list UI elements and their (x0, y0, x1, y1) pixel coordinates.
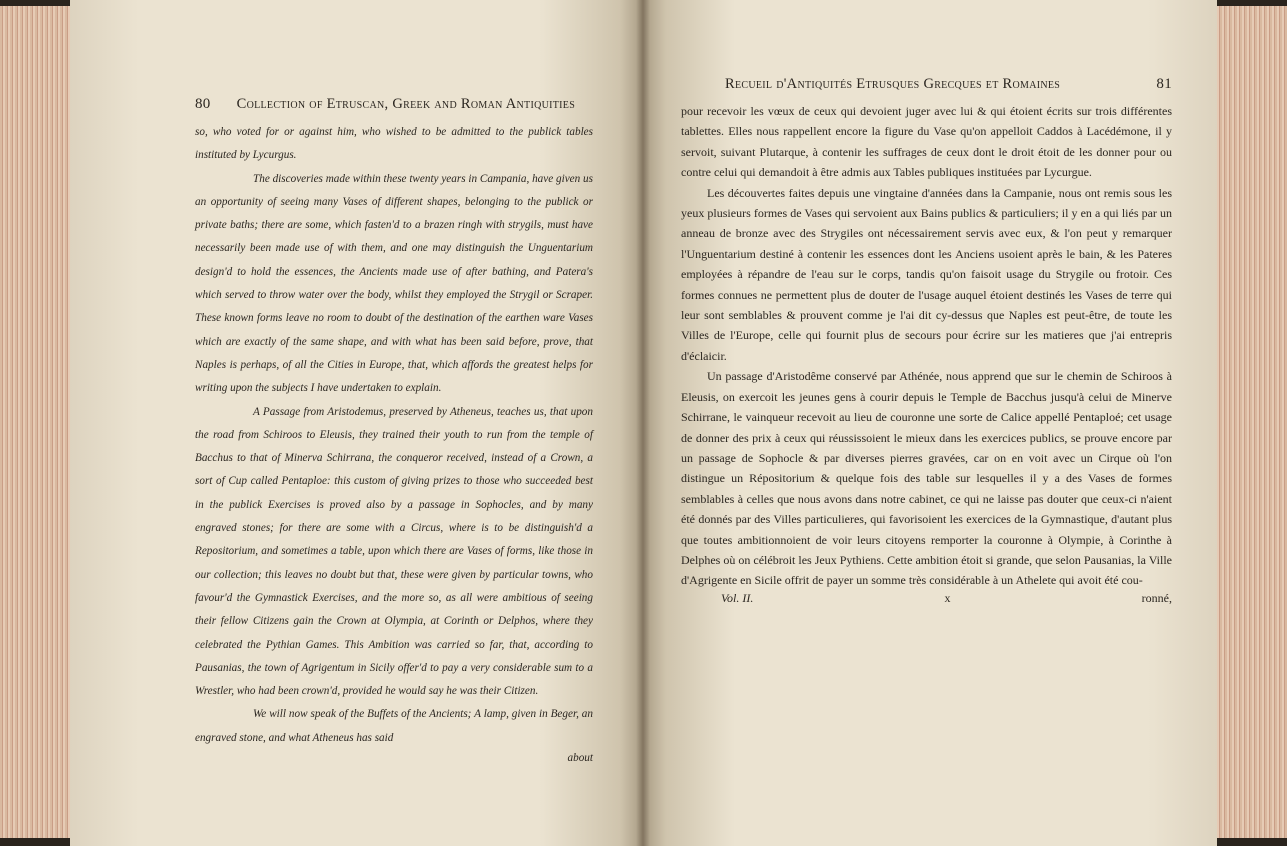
right-page-footer (681, 591, 1172, 606)
right-paragraph: pour recevoir les vœux de ceux qui devoient juger avec lui & qui étoient écrits sur trois différentes tablettes. Elles nous rappellent encore la figure du Vase qu'on appelloit Caddos à Lacédémone, il y servoit, suivant Plutarque, à contenir les suffrages de ceux dont le droit étoit de les donner pour ou contre celui qui demandoit à être admis aux Tables publiques instituées par Lycurgue. (681, 104, 1172, 180)
left-page (70, 0, 643, 846)
right-paragraph: Un passage d'Aristodême conservé par Athénée, nous apprend que sur le chemin de Schiroos à Eleusis, on exercoit les jeunes gens à courir depuis le Temple de Bacchus jusqu'à celui de Minerve Schirrane, le vainqueur recevoit au lieu de couronne une sorte de Calice appellé Pentaploé; cet usage de donner des prix à ceux qui réussissoient le mieux dans les exercices publics, se prouve encore par un passage de Sophocle & par diverses pierres gravées, car on en voit avec un Cirque où l'on distingue un Répositorium & quelque fois des table sur lesquelles il y a des Vases de formes semblables à celles que nous avons dans notre cabinet, ce qui ne laisse pas douter que ceux-ci n'aient été donnés par des Villes particulieres, qui favorisoient les exercices de la Gymnastique, d'autant plus que toutes ambitionnoient de voir leurs citoyens remporter la couronne à Olympie, à Corinthe à Delphes où on célébroit les Jeux Pythiens. Cette ambition étoit si grande, que selon Pausanias, la Ville d'Agrigente en Sicile offrit de payer un somme très considérable à un Athelete qui avoit été cou- (681, 369, 1172, 588)
right-page-number: 81 (1156, 76, 1172, 92)
left-page-number: 80 (195, 96, 211, 112)
left-page-edges (0, 6, 71, 838)
book-gutter (636, 0, 650, 846)
footer-signature: x (944, 590, 951, 605)
right-catchword: ronné, (1141, 590, 1172, 605)
left-running-title: Collection of Etruscan, Greek and Roman Antiquities (236, 96, 576, 112)
left-catchword: about (567, 752, 593, 765)
right-page-edges (1216, 6, 1287, 838)
left-paragraph: A Passage from Aristodemus, preserved by Atheneus, teaches us, that upon the road from Schiroos to Eleusis, they trained their youth to run from the temple of Bacchus to that of Minerva Schirrana, the conqueror received, instead of a Crown, a sort of Cup called Pentaploe: this custom of giving prizes to those who succeeded best in the publick Exercises is proved also by a passage in Sophocles, and by many engraved stones; for there are some with a Circus, where is to be distinguish'd a Repositorium, and sometimes a table, upon which there are Vases of forms, like those in our collection; this leaves no doubt but that, these were given by particular towns, who favour'd the Gymnastick Exercises, and the more so, as all were ambitious of seeing their fellow Citizens gain the Crown at Olympia, at Corinth or Delphos, where they celebrated the Pythian Games. This Ambition was carried so far, that, according to Pausanias, the town of Agrigentum in Sicily offer'd to pay a very considerable sum to a Wrestler, who had been crown'd, provided he would say he was their Citizen. (195, 405, 593, 698)
right-page (643, 0, 1217, 846)
left-paragraph: so, who voted for or against him, who wished to be admitted to the publick tables instituted by Lycurgus. (195, 126, 593, 162)
left-body-text (195, 121, 593, 750)
left-running-head (195, 96, 593, 113)
right-running-title: Recueil d'Antiquités Etrusques Grecques et Romaines (725, 76, 1061, 92)
left-paragraph: We will now speak of the Buffets of the Ancients; A lamp, given in Beger, an engraved stone, and what Atheneus has said (195, 708, 593, 744)
footer-volume: Vol. II. (721, 590, 754, 605)
left-paragraph: The discoveries made within these twenty years in Campania, have given us an opportunity of seeing many Vases of different shapes, belonging to the publick or private baths; there are some, which fasten'd to a brazen ringh with strygils, must have necessarily been made use of with them, and one may distinguish the Unguentarium design'd to hold the essences, the Ancients made use of after bathing, and Patera's which served to throw water over the body, whilst they employed the Strygil or Scraper. These known forms leave no room to doubt of the destination of the earthen ware Vases which are exactly of the same shape, and with what has been said before, prove, that Naples is perhaps, of all the Cities in Europe, that, which affords the greatest helps for writing upon the subjects I have undertaken to explain. (195, 172, 593, 395)
right-paragraph: Les découvertes faites depuis une vingtaine d'années dans la Campanie, nous ont remis sous les yeux plusieurs formes de Vases qui servoient aux Bains publics & particuliers; il y en a qui liés par un anneau de bronze avec des Strygiles ont nécessairement servis avec eux, & l'on peut y remarquer l'Unguentarium destiné à contenir les essences dont les Anciens usoient après le bain, & les Pateres employées à répandre de l'eau sur le corps, tandis qu'on faisoit usage du Strygile ou frotoir. Ces formes connues ne permettent plus de douter de l'usage auquel étoient destinés les Vases de terre qui leur sont semblables & prouvent comme je l'ai dit cy-dessus que Naples est peut-être, de toute les Villes de l'Europe, celle qui fournit plus de secours pour écrire sur les matieres que j'ai entrepris d'éclaicir. (681, 185, 1172, 363)
right-running-head (681, 76, 1172, 93)
right-body-text (681, 101, 1172, 591)
